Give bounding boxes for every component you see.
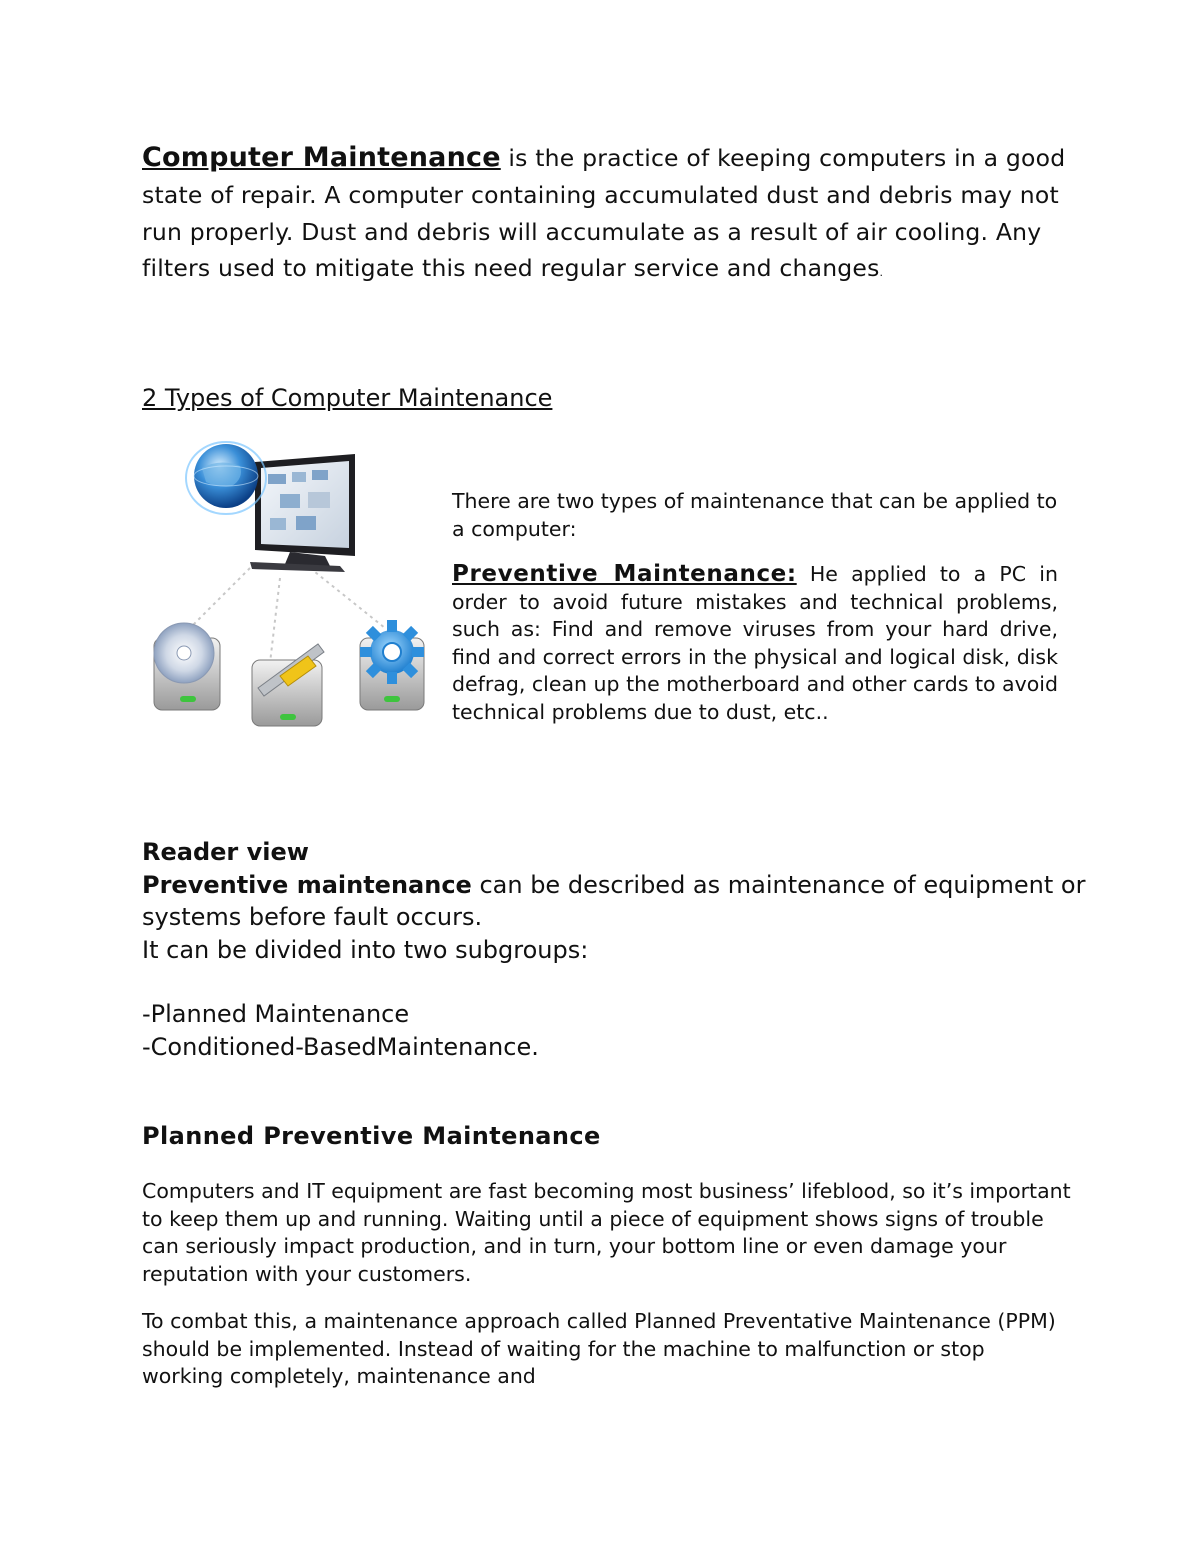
subgroup-item-planned: -Planned Maintenance	[142, 1000, 410, 1028]
globe-icon	[186, 442, 266, 514]
preventive-maintenance-paragraph	[452, 561, 1058, 726]
types-heading: 2 Types of Computer Maintenance	[142, 384, 553, 412]
disc-drive-icon	[154, 623, 220, 710]
reader-pm-term: Preventive maintenance	[142, 870, 472, 899]
ppm-body	[142, 1178, 1072, 1411]
reader-pm-text: can be described as maintenance of equipment or systems before fault occurs.	[142, 870, 1086, 931]
reader-definition	[142, 869, 1102, 934]
intro-paragraph	[142, 140, 1072, 292]
preventive-maintenance-text: He applied to a PC in order to avoid future mistakes and technical problems, such as: Find and remove viruses from your hard drive, find and correct errors in the physical and logical disk, disk defrag, clean up the motherboard and other cards to avoid technical problems due to dust, etc..	[452, 562, 1058, 724]
ppm-paragraph-1: Computers and IT equipment are fast becoming most business’ lifeblood, so it’s important to keep them up and running. Waiting until a piece of equipment shows signs of trouble can seriously impact production, and in turn, your bottom line or even damage your reputation with your customers.	[142, 1179, 1071, 1286]
types-intro: There are two types of maintenance that can be applied to a computer:	[452, 489, 1058, 541]
maintenance-illustration	[140, 438, 430, 738]
spacer	[142, 966, 1102, 998]
reader-section	[142, 836, 1102, 1063]
subgroups-intro: It can be divided into two subgroups:	[142, 935, 589, 964]
ppm-heading: Planned Preventive Maintenance	[142, 1122, 601, 1150]
tools-drive-icon	[252, 644, 324, 726]
preventive-maintenance-label: Preventive Maintenance:	[452, 561, 797, 587]
maintenance-types-text	[452, 488, 1058, 726]
computer-maintenance-term: Computer Maintenance	[142, 142, 501, 173]
monitor-and-drives-illustration	[140, 438, 430, 738]
subgroup-item-conditioned: -Conditioned-BasedMaintenance.	[142, 1032, 539, 1061]
ppm-paragraph-2: To combat this, a maintenance approach called Planned Preventative Maintenance (PPM) should be implemented. Instead of waiting for the machine to malfunction or stop working completely, maintenance and	[142, 1309, 1056, 1388]
gear-drive-icon	[360, 620, 424, 710]
intro-text: is the practice of keeping computers in a good state of repair. A computer containing accumulated dust and debris may not run properly. Dust and debris will accumulate as a result of air cooling. Any filters used to mitigate this need regular service and changes	[142, 144, 1066, 283]
reader-view-title: Reader view	[142, 838, 309, 866]
intro-end-dot: .	[879, 266, 884, 280]
